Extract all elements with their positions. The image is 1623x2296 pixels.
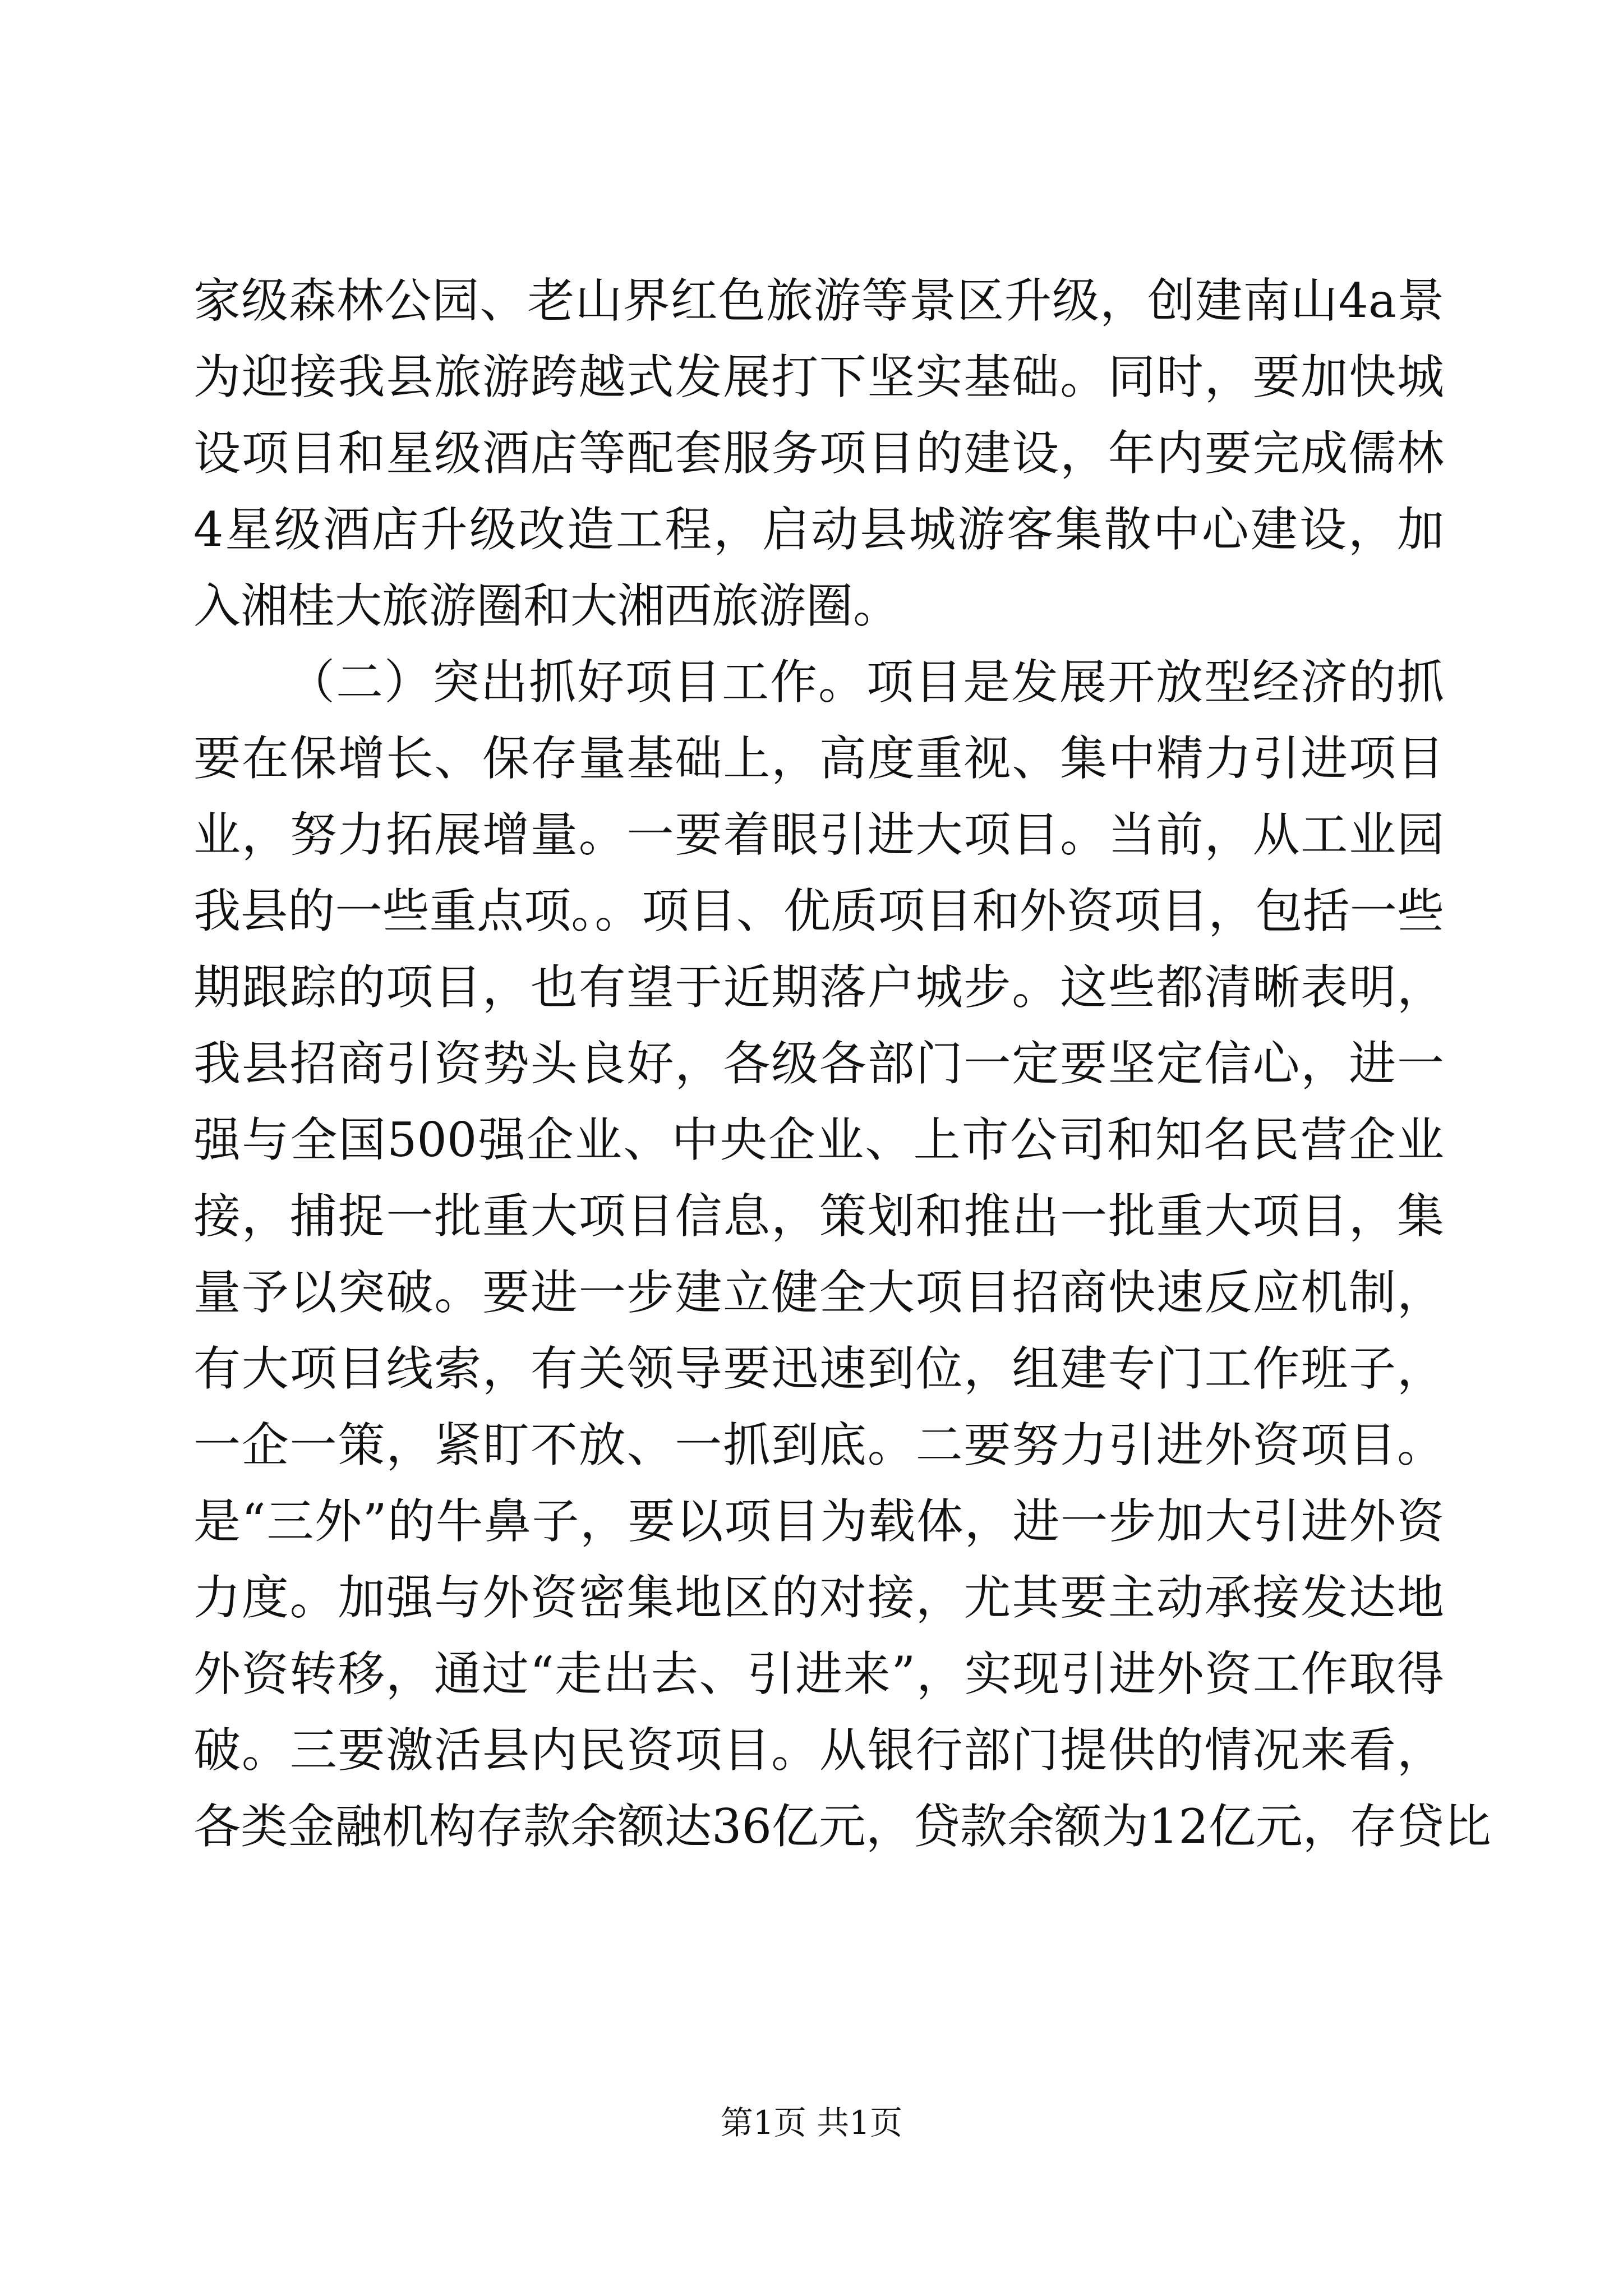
text-line: 我县招商引资势头良好，各级各部门一定要坚定信心，进一 bbox=[193, 1036, 1444, 1091]
text-line: 期跟踪的项目，也有望于近期落户城步。这些都清晰表明， bbox=[193, 960, 1444, 1015]
text-line: 破。三要激活县内民资项目。从银行部门提供的情况来看， bbox=[193, 1723, 1444, 1778]
paragraph bbox=[193, 644, 1491, 1865]
text-line: 各类金融机构存款余额达36亿元，贷款余额为12亿元，存贷比 bbox=[193, 1799, 1491, 1854]
text-line: 4星级酒店升级改造工程，启动县城游客集散中心建设，加 bbox=[193, 502, 1444, 557]
document-body bbox=[193, 263, 1491, 1865]
text-line: 设项目和星级酒店等配套服务项目的建设，年内要完成儒林 bbox=[193, 426, 1444, 481]
text-line: 有大项目线索，有关领导要迅速到位，组建专门工作班子， bbox=[193, 1341, 1444, 1396]
text-line: 力度。加强与外资密集地区的对接，尤其要主动承接发达地 bbox=[193, 1570, 1444, 1625]
text-line: 外资转移，通过“走出去、引进来”，实现引进外资工作取得 bbox=[193, 1646, 1444, 1701]
text-line: 要在保增长、保存量基础上，高度重视、集中精力引进项目 bbox=[193, 731, 1444, 786]
text-line: （二）突出抓好项目工作。项目是发展开放型经济的抓 bbox=[288, 655, 1444, 710]
page-footer: 第1页 共1页 bbox=[720, 2104, 903, 2142]
text-line: 我县的一些重点项。。项目、优质项目和外资项目，包括一些 bbox=[193, 884, 1444, 938]
text-line: 接，捕捉一批重大项目信息，策划和推出一批重大项目，集 bbox=[193, 1189, 1444, 1244]
text-line: 一企一策，紧盯不放、一抓到底。二要努力引进外资项目。 bbox=[193, 1418, 1444, 1473]
text-line: 家级森林公园、老山界红色旅游等景区升级，创建南山4a景 bbox=[193, 273, 1444, 328]
text-line: 入湘桂大旅游圈和大湘西旅游圈。 bbox=[193, 578, 901, 633]
text-line: 强与全国500强企业、中央企业、上市公司和知名民营企业 bbox=[193, 1112, 1444, 1167]
paragraph bbox=[193, 263, 1444, 644]
text-line: 业，努力拓展增量。一要着眼引进大项目。当前，从工业园 bbox=[193, 807, 1444, 862]
text-line: 是“三外”的牛鼻子，要以项目为载体，进一步加大引进外资 bbox=[193, 1494, 1444, 1549]
text-line: 为迎接我县旅游跨越式发展打下坚实基础。同时，要加快城 bbox=[193, 349, 1444, 404]
text-line: 量予以突破。要进一步建立健全大项目招商快速反应机制， bbox=[193, 1265, 1444, 1320]
